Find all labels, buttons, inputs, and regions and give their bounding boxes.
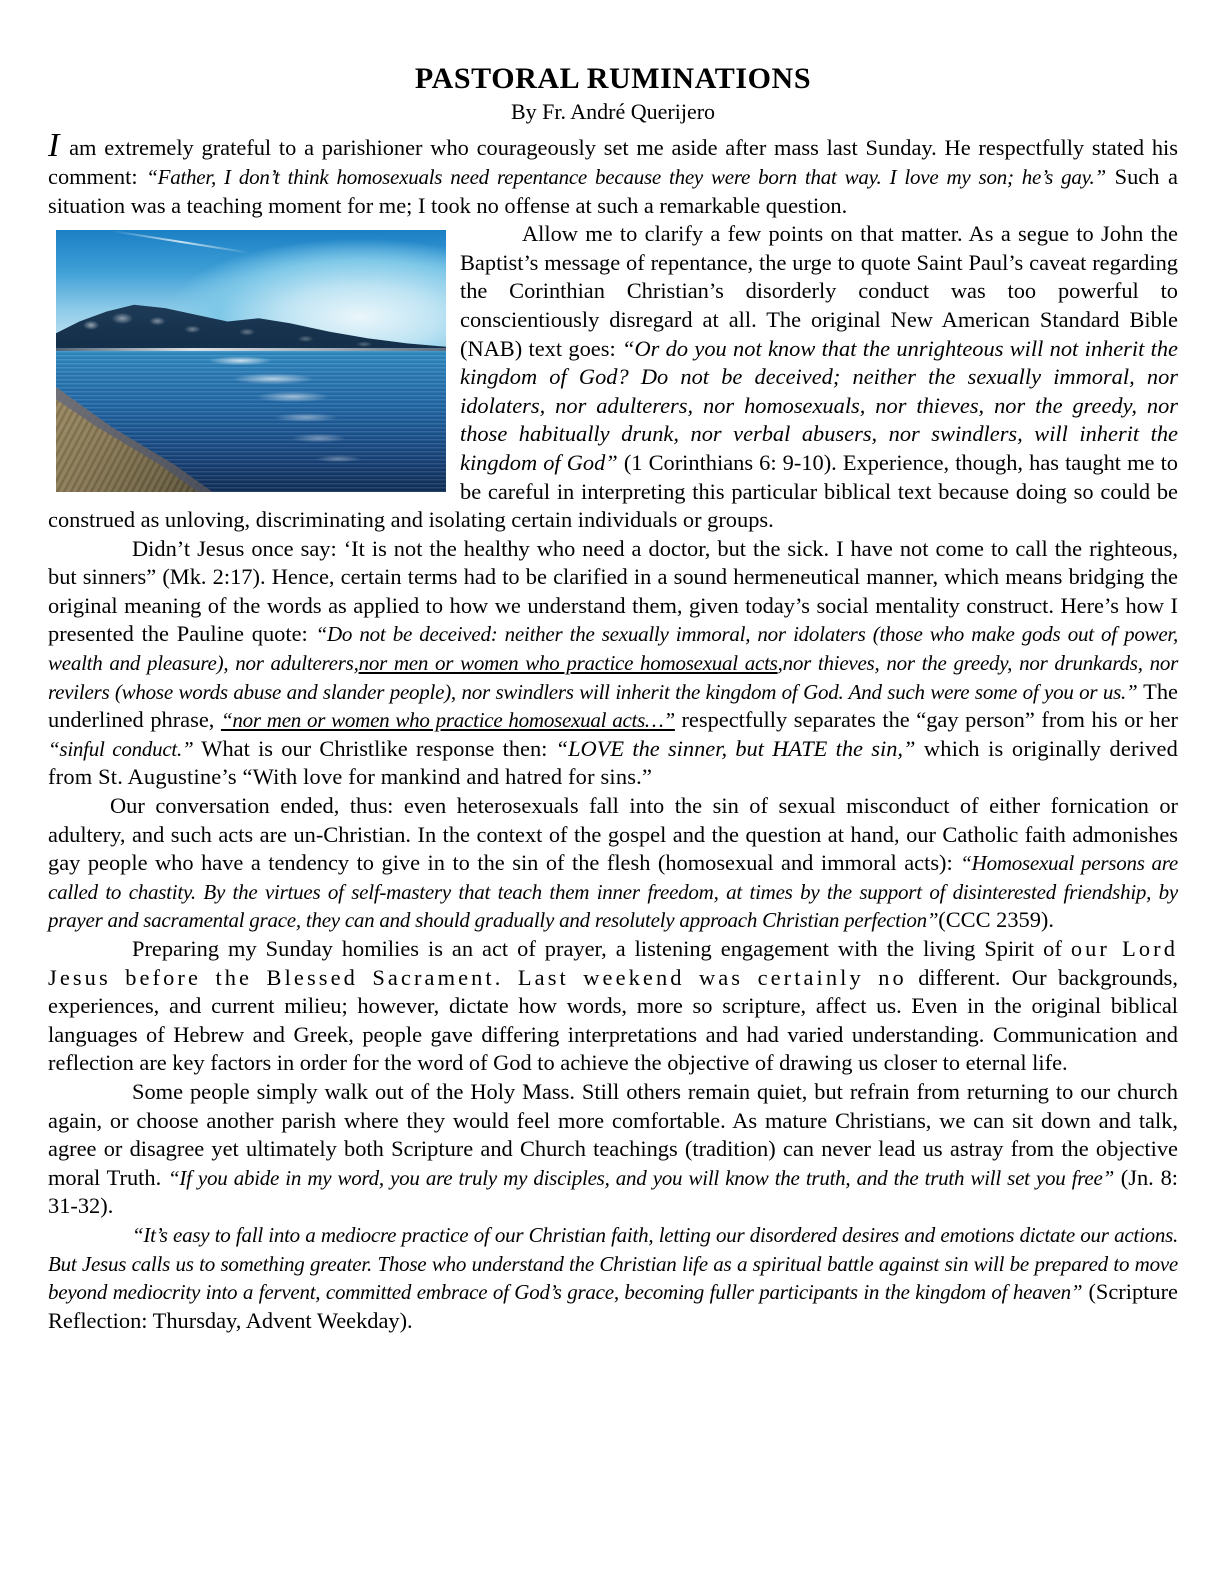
paragraph-ccc [48, 792, 1178, 935]
p1-quote: “Father, I don’t think homosexuals need repentance because they were born that way. I love my son; he’s gay.” [146, 164, 1106, 189]
p3-quote-b: ,nor thieves, nor the greedy, nor drunkards, nor revilers (whose words abuse and slander people), nor swindlers will inherit the kingdom of God. And such were some of you or us.” [48, 651, 1179, 704]
p2-scripture-quote: “Or do you not know that the unrighteous will not inherit the kingdom of God? Do not be deceived; neither the sexually immoral, nor idolaters, nor adulterers, nor homosexuals, nor thieves, nor the greedy, nor those habitually drunk, nor verbal abusers, nor swindlers, will inherit the kingdom of God” [460, 335, 1178, 475]
p3-quote-d: “LOVE the sinner, but HATE the sin,” [555, 735, 916, 761]
p1-run2: Such a situation was a teaching moment for me; I took no offense at such a remarkable question. [48, 163, 1179, 218]
p3-run2: The underlined phrase, [48, 678, 1178, 733]
paragraph-mature-christians [48, 1078, 1178, 1221]
p3-run1: Didn’t Jesus once say: ‘It is not the healthy who need a doctor, but the sick. I have not come to call the righteous, but sinners” (Mk. 2:17). Hence, certain terms had to be clarified in a sound hermeneutical manner, which means bridging the original meaning of the words as applied to how we understand them, given today’s social mentality construct. Here’s how I presented the Pauline quote: [48, 535, 1178, 647]
p3-quote-a: “Do not be deceived: neither the sexually immoral, nor idolaters (those who make gods out of power, wealth and pleasure), nor adulterers, [48, 622, 1178, 676]
paragraph-corinthians [48, 220, 1178, 535]
p5-line2: our Lord Jesus before the Blessed Sacrament. Last weekend was certainly no [48, 936, 1178, 990]
paragraph-opening [48, 127, 1179, 220]
p3-run4: What is our Christlike response then: [193, 735, 556, 761]
p7-citation: (Scripture Reflection: Thursday, Advent Weekday). [48, 1279, 1178, 1333]
p4-run1: Our conversation ended, thus: even heterosexuals fall into the sin of sexual misconduct of either fornication or adultery, and such acts are un-Christian. In the context of the gospel and the question at hand, our Catholic faith admonishes gay people who have a tendency to give in to the sin of the flesh (homosexual and immoral acts): [48, 793, 1178, 876]
p7-quote: “It’s easy to fall into a mediocre practice of our Christian faith, letting our disordered desires and emotions dictate our actions. But Jesus calls us to something greater. Those who understand the Christian life as a spiritual battle against sin will be prepared to move beyond mediocrity into a fervent, committed embrace of God’s grace, becoming fuller participants in the kingdom of heaven” [48, 1222, 1178, 1305]
p3-underlined-phrase-1: nor men or women who practice homosexual acts [358, 651, 778, 676]
p4-ccc-quote: “Homosexual persons are called to chastity. By the virtues of self-mastery that teach them inner freedom, at times by the support of disinterested friendship, by prayer and sacramental grace, they can and should gradually and resolutely approach Christian perfection” [48, 851, 1178, 933]
paragraph-reflection [48, 1221, 1178, 1335]
p5-rest: different. Our backgrounds, experiences, and current milieu; however, dictate how words, more so scripture, affect us. Even in the original biblical languages of Hebrew and Greek, people gave differing interpretations and had varied understanding. Communication and reflection are key factors in order for the word of God to achieve the objective of drawing us closer to eternal life. [48, 964, 1178, 1076]
p6-run1: Some people simply walk out of the Holy Mass. Still others remain quiet, but refrain from returning to our church again, or choose another parish where they would feel more comfortable. As mature Christians, we can sit down and talk, agree or disagree yet ultimately both Scripture and Church teachings (tradition) can never lead us astray from the objective moral Truth. [48, 1078, 1178, 1190]
p1-run1: am extremely grateful to a parishioner who courageously set me aside after mass last Sunday. He respectfully stated his comment: [48, 135, 1178, 189]
p3-run3: respectfully separates the “gay person” from his or her [674, 707, 1178, 733]
drop-cap: I [48, 127, 60, 165]
p2-run1: Allow me to clarify a few points on that matter. As a segue to John the Baptist’s message of repentance, the urge to quote Saint Paul’s caveat regarding the Corinthian Christian’s disorderly conduct was too powerful to conscientiously disregard at all. The original New American Standard Bible (NAB) text goes: [460, 221, 1178, 361]
paragraph-hermeneutics [48, 535, 1178, 792]
p4-citation: (CCC 2359). [938, 907, 1054, 933]
lake-mountain-photo [56, 230, 446, 492]
p3-underlined-phrase-2: “nor men or women who practice homosexual acts…” [220, 708, 675, 733]
p6-quote: “If you abide in my word, you are truly my disciples, and you will know the truth, and the truth will set you free” [167, 1165, 1115, 1190]
p5-line1: Preparing my Sunday homilies is an act of prayer, a listening engagement with the living Spirit of [132, 936, 1062, 962]
byline: By Fr. André Querijero [510, 99, 716, 124]
page-title: PASTORAL RUMINATIONS [414, 62, 812, 95]
p6-citation: (Jn. 8: 31-32). [48, 1164, 1178, 1219]
p2-citation: (1 Corinthians 6: 9-10). Experience, though, has taught me to be careful in interpreting this particular biblical text because doing so could be construed as unloving, discriminating and isolating certain individuals or groups. [48, 449, 1178, 533]
p3-run5: which is originally derived from St. Augustine’s “With love for mankind and hatred for sins.” [48, 735, 1178, 790]
paragraph-homilies [48, 935, 1178, 1078]
p3-quote-c: “sinful conduct.” [48, 736, 194, 761]
